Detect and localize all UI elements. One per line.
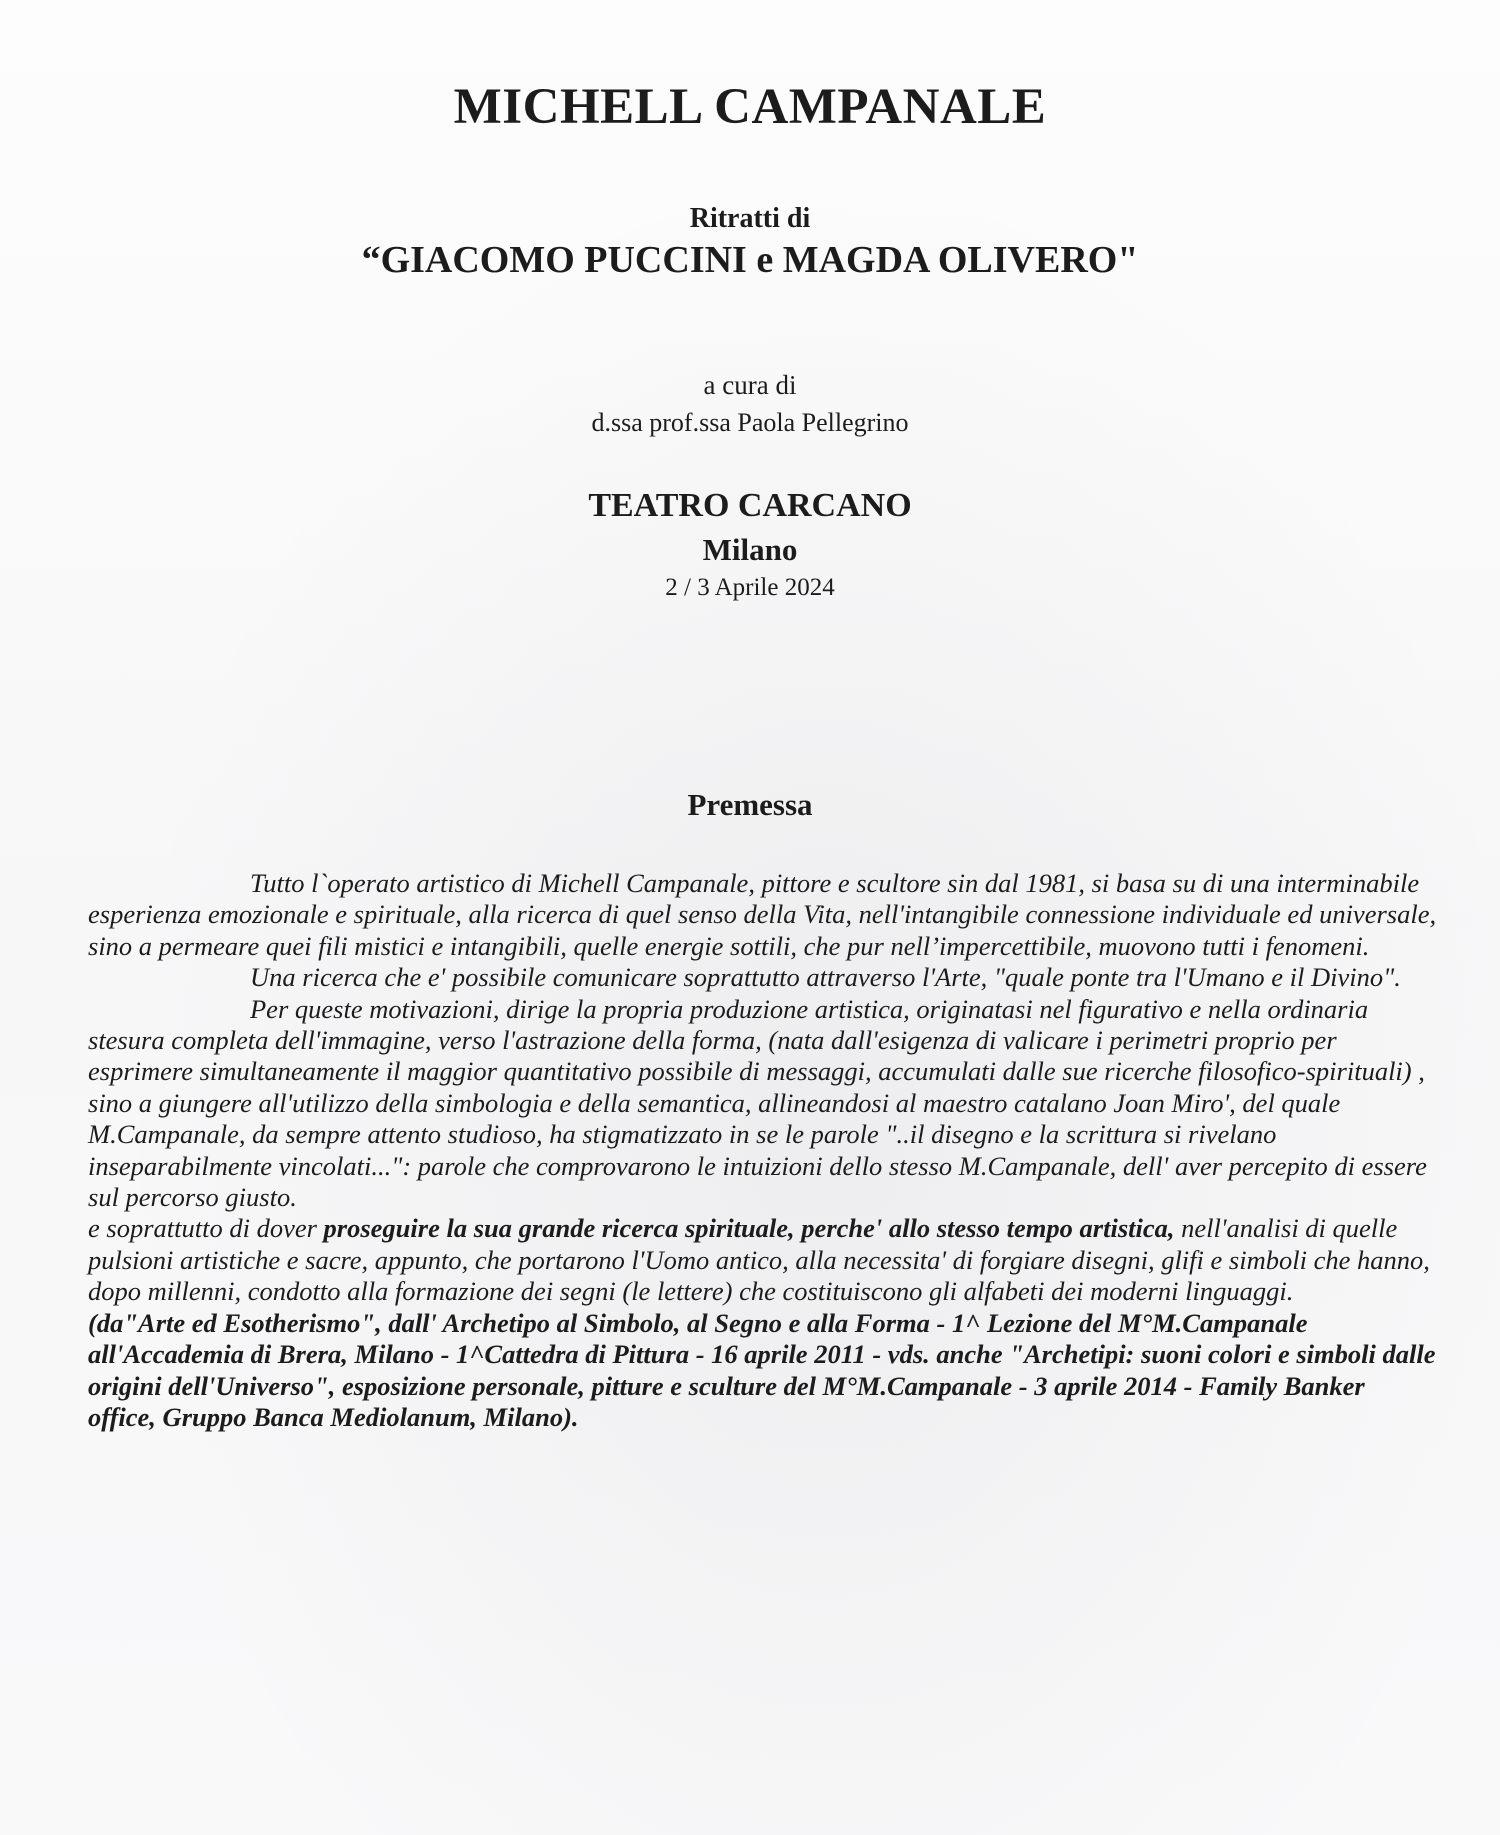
paragraph-4 [88, 1213, 1438, 1307]
exhibition-dates: 2 / 3 Aprile 2024 [665, 574, 835, 601]
venue-name: TEATRO CARCANO [588, 487, 912, 524]
paragraph-4-tail: nell'analisi di quelle pulsioni artistiche e sacre, appunto, che portarono l'Uomo antico, alla necessita' di forgiare disegni, glifi e simboli che hanno, dopo millenni, condotto alla formazione dei segni (le lettere) che costituiscono gli alfabeti dei moderni linguaggi. [88, 1213, 1430, 1307]
artist-title: MICHELL CAMPANALE [453, 79, 1047, 135]
venue-city: Milano [702, 532, 798, 567]
a-cura-label: a cura di [703, 370, 797, 400]
curator-name: d.ssa prof.ssa Paola Pellegrino [591, 408, 909, 437]
paragraph-2: Una ricerca che e' possibile comunicare soprattutto attraverso l'Arte, "quale ponte tra l'Umano e il Divino". [250, 962, 1401, 993]
paragraph-3: Per queste motivazioni, dirige la propria produzione artistica, originatasi nel figurativo e nella ordinaria stesura completa dell'immagine, verso l'astrazione della forma, (nata dall'esigenza di valicare i perimetri proprio per esprimere simultaneamente il maggior quantitativo possibile di messaggi, accumulati dalle sue ricerche filosofico-spirituali) , sino a giungere all'utilizzo della simbologia e della semantica, allineandosi al maestro catalano Joan Miro', del quale M.Campanale, da sempre attento studioso, ha stigmatizzato in se le parole "..il disegno e la scrittura si rivelano inseparabilmente vincolati...": parole che comprovarono le intuizioni dello stesso M.Campanale, dell' aver percepito di essere sul percorso giusto. [88, 993, 1427, 1213]
paragraph-1: Tutto l`operato artistico di Michell Campanale, pittore e scultore sin dal 1981, si basa su di una interminabile esperienza emozionale e spirituale, alla ricerca di quel senso della Vita, nell'intangibile connessione individuale ed universale, sino a permeare quei fili mistici e intangibili, quelle energie sottili, che pur nell’impercettibile, muovono tutti i fenomeni. [88, 868, 1437, 961]
citation: (da"Arte ed Esotherismo", dall' Archetipo al Simbolo, al Segno e alla Forma - 1^ Lezione del M°M.Campanale all'Accademia di Brera, Milano - 1^Cattedra di Pittura - 16 aprile 2011 - vds. anche "Archetipi: suoni colori e simboli dalle origini dell'Universo", esposizione personale, pitture e sculture del M°M.Campanale - 3 aprile 2014 - Family Banker office, Gruppo Banca Mediolanum, Milano). [88, 1307, 1436, 1432]
exhibition-subject: “GIACOMO PUCCINI e MAGDA OLIVERO" [361, 239, 1139, 281]
premessa-body [88, 868, 1438, 1433]
paragraph-4-lead: e soprattutto di dover [88, 1213, 324, 1244]
paragraph-4-emphasis: proseguire la sua grande ricerca spirituale, perche' allo stesso tempo artistica, [323, 1213, 1175, 1244]
section-heading: Premessa [687, 787, 813, 822]
ritratti-label: Ritratti di [689, 203, 811, 234]
